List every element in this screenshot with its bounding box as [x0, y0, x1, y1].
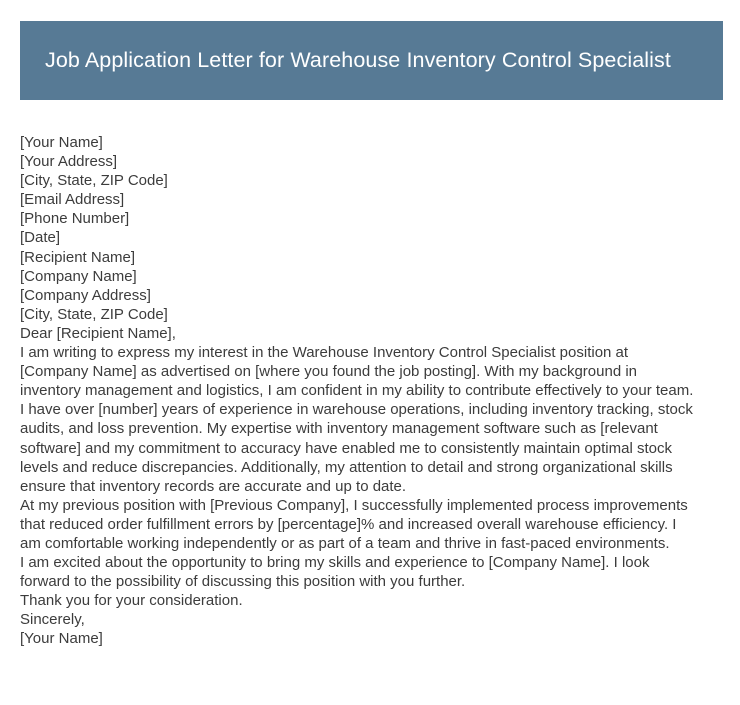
- body-paragraph: I have over [number] years of experience in warehouse operations, including inventory tracking, stock audits, and loss prevention. My expertise with inventory management software such as [relevant software] and my commitment to accuracy have enabled me to consistently maintain optimal stock levels and reduce discrepancies. Additionally, my attention to detail and strong organizational skills ensure that inventory records are accurate and up to date.: [20, 401, 693, 495]
- page-title: Job Application Letter for Warehouse Inventory Control Specialist: [45, 47, 671, 72]
- closing-thanks: Thank you for your consideration.: [20, 592, 243, 610]
- sender-date-line: [Date]: [20, 229, 61, 247]
- letter-body: [20, 133, 696, 649]
- sender-line: [Your Name]: [20, 134, 103, 151]
- body-paragraph: I am excited about the opportunity to bring my skills and experience to [Company Name]. I look forward to the possibility of discussing this position with you further.: [20, 554, 650, 591]
- closing-salutation: Sincerely,: [20, 611, 85, 629]
- sender-line: [Your Address]: [20, 153, 118, 171]
- sender-address-block: [20, 133, 696, 248]
- recipient-line: [Company Address]: [20, 286, 151, 304]
- sender-line: [Phone Number]: [20, 210, 130, 228]
- recipient-line: [Recipient Name]: [20, 248, 136, 266]
- recipient-line: [City, State, ZIP Code]: [20, 305, 168, 323]
- sender-line: [City, State, ZIP Code]: [20, 172, 168, 190]
- salutation: Dear [Recipient Name],: [20, 324, 176, 342]
- sender-line: [Email Address]: [20, 191, 125, 209]
- body-paragraph: I am writing to express my interest in the Warehouse Inventory Control Specialist position at [Company Name] as advertised on [where you found the job posting]. With my background in inventory management and logistics, I am confident in my ability to contribute effectively to your team.: [20, 344, 694, 400]
- recipient-address-block: [20, 248, 696, 324]
- document-header-banner: [20, 21, 723, 100]
- recipient-line: [Company Name]: [20, 267, 137, 285]
- signature-name: [Your Name]: [20, 630, 103, 648]
- body-paragraph: At my previous position with [Previous Company], I successfully implemented process improvements that reduced order fulfillment errors by [percentage]% and increased overall warehouse efficiency. I am comfortable working independently or as part of a team and thrive in fast-paced environments.: [20, 496, 688, 552]
